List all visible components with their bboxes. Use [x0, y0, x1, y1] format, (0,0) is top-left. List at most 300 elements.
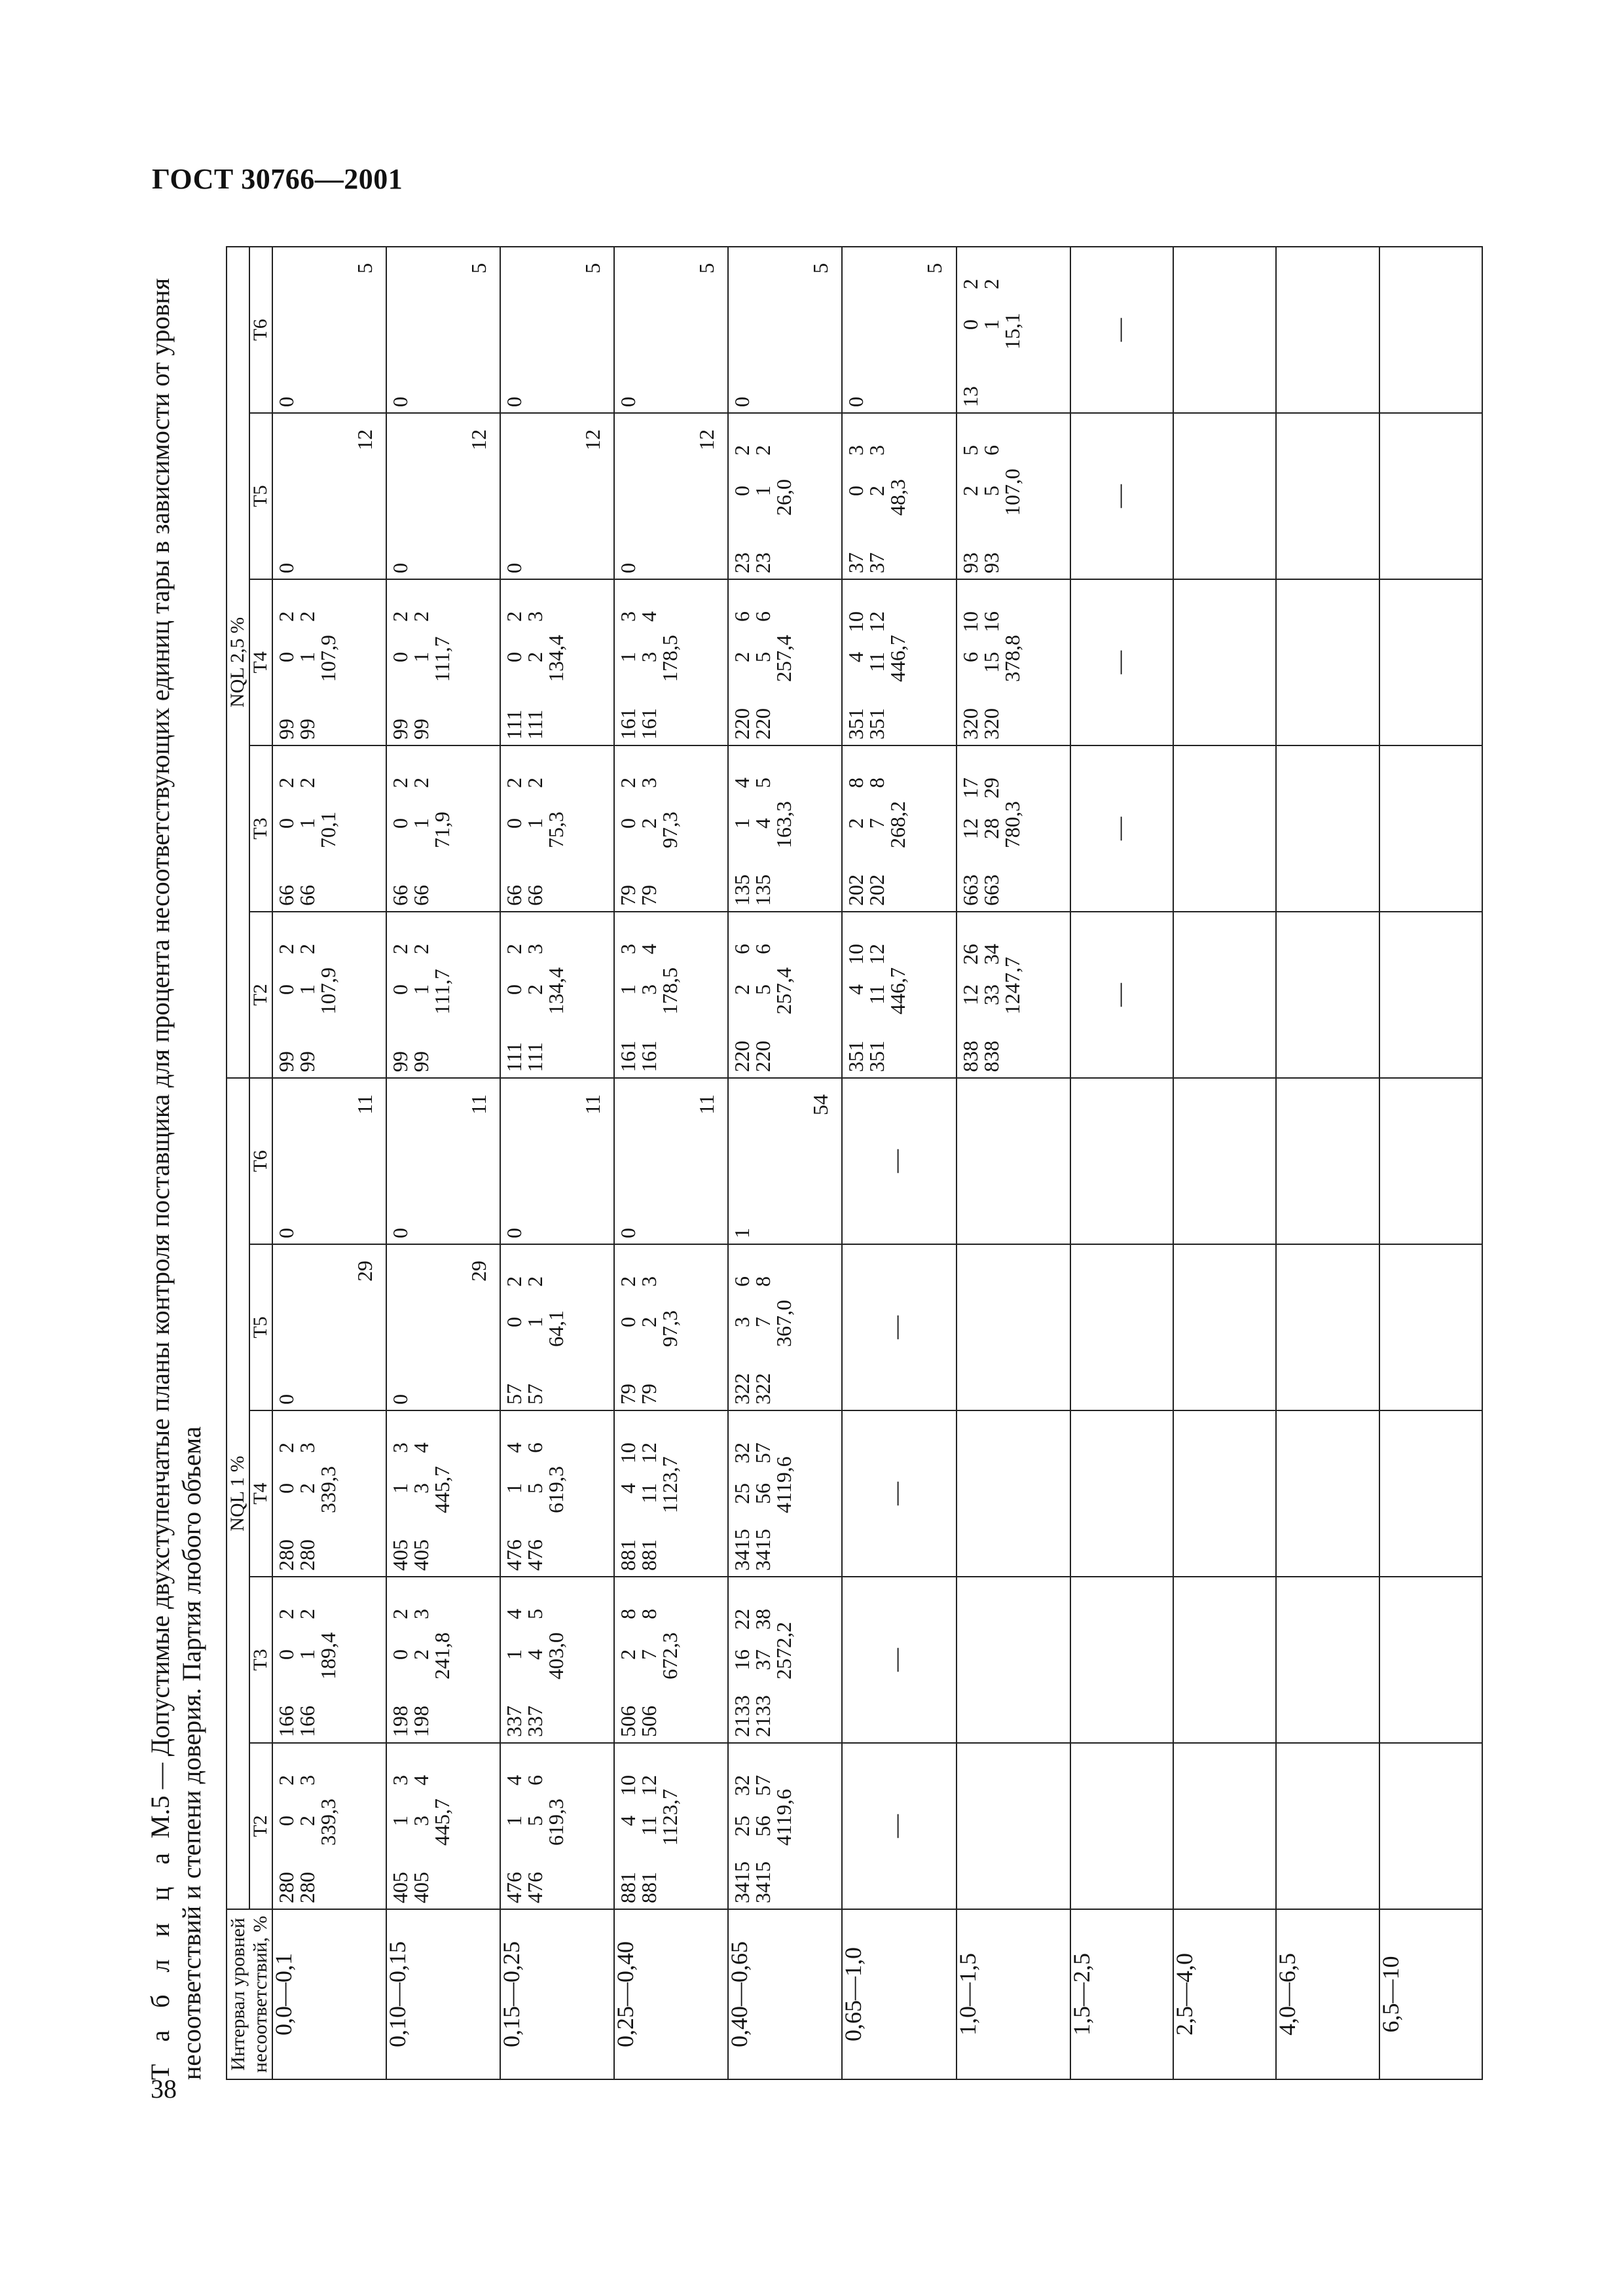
plan-cell: [1070, 745, 1173, 912]
plan-values: [503, 944, 566, 1072]
average-sample-number: 163,3: [772, 800, 796, 848]
average-sample-number: 257,4: [772, 967, 796, 1014]
plan-values: [276, 1609, 338, 1737]
acceptance-number-1: 1: [616, 651, 640, 662]
plan-cell: [842, 247, 956, 413]
sample-size-1: 57: [502, 1384, 526, 1405]
acceptance-number-2: 33: [979, 984, 1003, 1005]
plan-values: [960, 611, 1023, 740]
plan-cell: [386, 1410, 500, 1577]
acceptance-number-1: 1: [730, 817, 754, 829]
plan-cell: [1173, 413, 1276, 579]
interval-cell: 4,0—6,5: [1276, 1909, 1379, 2079]
rejection-number-1: 10: [844, 611, 868, 632]
rejection-number-1: 2: [274, 1443, 298, 1453]
plan-cell: [1070, 579, 1173, 745]
plan-cell: [500, 745, 614, 912]
rejection-number-1: 2: [502, 943, 526, 954]
average-sample-number: 107,9: [316, 634, 340, 682]
sample-size-2: [981, 360, 1002, 407]
sample-count: 12: [695, 429, 719, 450]
sample-count: 29: [353, 1261, 376, 1282]
rejection-number-2: 4: [637, 611, 661, 622]
sample-size-2: 220: [751, 1040, 775, 1072]
plan-cell: [1173, 1577, 1276, 1743]
rejection-number-1: 6: [730, 1276, 754, 1287]
plan-cell: [842, 1244, 956, 1410]
acceptance-number-1: 1: [388, 1816, 412, 1826]
sample-size-1: 2133: [730, 1695, 754, 1737]
rejection-number-1: 2: [274, 611, 298, 622]
acceptance-number-1: 0: [616, 1317, 640, 1327]
sample-size: 0: [844, 396, 868, 407]
sample-size-2: 79: [637, 884, 661, 906]
sample-count: 5: [809, 262, 833, 274]
sample-size-1: 135: [730, 874, 754, 906]
rejection-number-2: 5: [751, 777, 775, 788]
sample-size-1: 351: [844, 708, 868, 740]
interval-cell: 0,25—0,40: [614, 1909, 728, 2079]
acceptance-number-1: 0: [274, 1816, 298, 1826]
not-applicable-dash: —: [1105, 816, 1132, 840]
plan-values: [617, 1609, 680, 1737]
plan-values: [617, 944, 680, 1072]
sample-count: 12: [467, 429, 491, 450]
spacer: [545, 1856, 566, 1903]
average-sample-number: 134,4: [544, 634, 568, 682]
plan-cell: [728, 1410, 842, 1577]
not-applicable-dash: —: [1105, 650, 1132, 674]
average-sample-number: 178,5: [658, 967, 682, 1014]
sample-size-2: 881: [637, 1539, 661, 1571]
column-header: T6: [249, 1078, 272, 1244]
acceptance-number-1: 0: [502, 651, 526, 662]
plan-cell: [614, 1078, 728, 1244]
sample-size-1: 198: [388, 1706, 412, 1737]
plan-cell: [728, 1577, 842, 1743]
plan-cell: [1070, 1743, 1173, 1909]
spacer: [545, 1357, 566, 1405]
sample-size: 0: [502, 562, 526, 573]
plan-values: [731, 1443, 794, 1571]
rejection-number-2: 12: [865, 943, 889, 965]
sample-size-2: 322: [751, 1373, 775, 1405]
sample-size-2: 405: [409, 1539, 433, 1571]
plan-cell: [386, 1078, 500, 1244]
interval-header-line-2: несоответствий, %: [249, 1916, 271, 2073]
sample-count: 11: [695, 1094, 719, 1115]
spacer: [659, 1025, 680, 1072]
sample-size-2: 351: [865, 1040, 889, 1072]
table-row: [272, 247, 386, 2079]
spacer: [773, 1856, 794, 1903]
sample-size-1: 161: [616, 1040, 640, 1072]
spacer: [773, 1025, 794, 1072]
plan-cell: [272, 1244, 386, 1410]
acceptance-number-1: 4: [844, 651, 868, 662]
acceptance-number-1: 4: [616, 1483, 640, 1494]
rejection-number-1: 2: [616, 777, 640, 788]
plan-cell: [1379, 579, 1482, 745]
plan-values: [390, 1775, 452, 1903]
acceptance-number-2: 1: [409, 651, 433, 662]
plan-cell: [1276, 912, 1379, 1078]
acceptance-number-1: 2: [958, 485, 982, 496]
acceptance-number-2: 1: [295, 1649, 319, 1660]
sample-size-1: 93: [958, 552, 982, 573]
average-sample-number: 4119,6: [772, 1456, 796, 1513]
sample-size-1: 13: [958, 386, 982, 407]
sample-size: 0: [730, 396, 754, 407]
group-header-nql-2-5: NQL 2,5 %: [227, 247, 249, 1078]
plan-cell: [1070, 1078, 1173, 1244]
rejection-number-1: 32: [730, 1443, 754, 1463]
not-applicable-dash: —: [1105, 982, 1132, 1007]
acceptance-number-2: 1: [409, 984, 433, 995]
sample-count: 5: [353, 262, 376, 274]
acceptance-number-2: 28: [979, 817, 1003, 839]
plan-values: [617, 1775, 680, 1903]
sample-size: 1: [730, 1228, 754, 1238]
rejection-number-2: 2: [295, 777, 319, 788]
column-header: T6: [249, 247, 272, 413]
average-sample-number: 26,0: [772, 478, 796, 516]
plan-cell: [957, 912, 1070, 1078]
sample-size-2: 202: [865, 874, 889, 906]
sample-size-2: 476: [523, 1872, 547, 1903]
plan-cell: [1276, 1078, 1379, 1244]
rejection-number-2: 3: [295, 1775, 319, 1785]
plan-cell: [842, 1078, 956, 1244]
rejection-number-1: 2: [388, 611, 412, 622]
acceptance-number-1: 3: [730, 1317, 754, 1327]
sample-size-2: 280: [295, 1872, 319, 1903]
average-sample-number: 70,1: [316, 811, 340, 848]
plan-cell: [957, 745, 1070, 912]
column-header: T4: [249, 579, 272, 745]
sample-size-2: 57: [523, 1384, 547, 1405]
rejection-number-1: 5: [958, 444, 982, 456]
acceptance-number-2: 5: [979, 485, 1003, 496]
spacer: [773, 526, 794, 573]
interval-header: [227, 1909, 272, 2079]
rejection-number-2: 2: [295, 611, 319, 622]
sample-size-2: 838: [979, 1040, 1003, 1072]
spacer: [545, 1025, 566, 1072]
average-sample-number: 75,3: [544, 811, 568, 848]
plan-cell: [728, 1743, 842, 1909]
acceptance-number-2: 11: [637, 1816, 661, 1836]
plan-values: [731, 611, 794, 740]
sample-size-1: 322: [730, 1373, 754, 1405]
sample-size-1: 405: [388, 1539, 412, 1571]
plan-cell: [1379, 745, 1482, 912]
table-row: [1173, 247, 1276, 2079]
sample-size: 0: [502, 1228, 526, 1238]
average-sample-number: 107,0: [1000, 468, 1024, 516]
plan-cell: [728, 745, 842, 912]
plan-cell: [728, 1078, 842, 1244]
sample-size: 0: [502, 396, 526, 407]
acceptance-number-1: 4: [616, 1816, 640, 1826]
average-sample-number: 257,4: [772, 634, 796, 682]
plan-cell: [386, 579, 500, 745]
acceptance-number-2: 3: [409, 1483, 433, 1494]
sample-size-2: 23: [751, 552, 775, 573]
acceptance-number-1: 0: [388, 817, 412, 829]
acceptance-number-2: 2: [637, 817, 661, 829]
sample-size-1: 111: [502, 709, 526, 740]
acceptance-number-1: 0: [730, 485, 754, 496]
sample-size-1: 663: [958, 874, 982, 906]
rejection-number-1: 22: [730, 1609, 754, 1630]
plan-cell: [614, 413, 728, 579]
average-sample-number: 2572,2: [772, 1622, 796, 1679]
sample-size-2: 66: [523, 884, 547, 906]
plan-cell: [842, 1577, 956, 1743]
average-sample-number: 403,0: [544, 1632, 568, 1679]
plan-values: [276, 944, 338, 1072]
plan-cell: [842, 1743, 956, 1909]
average-sample-number: 111,7: [430, 969, 454, 1014]
rejection-number-1: 6: [730, 611, 754, 622]
plan-cell: [728, 1244, 842, 1410]
average-sample-number: 134,4: [544, 967, 568, 1014]
rejection-number-1: 2: [274, 943, 298, 954]
plan-values: [731, 944, 794, 1072]
sample-size: 0: [274, 396, 298, 407]
plan-cell: [842, 413, 956, 579]
plan-values: [503, 1609, 566, 1737]
rejection-number-2: 3: [523, 943, 547, 954]
average-sample-number: 71,9: [430, 811, 454, 848]
sample-size-2: 99: [295, 1050, 319, 1072]
plan-cell: [842, 912, 956, 1078]
spacer: [773, 1357, 794, 1405]
plan-cell: [957, 413, 1070, 579]
acceptance-number-2: 37: [751, 1649, 775, 1670]
plan-values: [503, 611, 566, 740]
plan-cell: [957, 1410, 1070, 1577]
column-header: T2: [249, 912, 272, 1078]
plan-values: [390, 611, 452, 740]
rejection-number-2: 8: [751, 1276, 775, 1287]
plan-values: [276, 778, 338, 906]
spacer: [659, 692, 680, 740]
plan-cell: [1070, 413, 1173, 579]
rejection-number-2: 34: [979, 943, 1003, 965]
spacer: [1002, 526, 1023, 573]
plan-cell: [1070, 1410, 1173, 1577]
average-sample-number: 378,8: [1000, 634, 1024, 682]
acceptance-number-1: 2: [730, 984, 754, 995]
average-sample-number: 780,3: [1000, 800, 1024, 848]
acceptance-number-1: 16: [730, 1649, 754, 1670]
plan-cell: [614, 579, 728, 745]
acceptance-number-2: 5: [523, 1483, 547, 1494]
spacer: [659, 1357, 680, 1405]
average-sample-number: 189,4: [316, 1632, 340, 1679]
subheader-row: [249, 247, 272, 2079]
acceptance-number-2: 1: [751, 485, 775, 496]
sample-size: 0: [388, 396, 412, 407]
plan-cell: [1276, 1743, 1379, 1909]
interval-cell: 2,5—4,0: [1173, 1909, 1276, 2079]
plan-cell: [386, 247, 500, 413]
average-sample-number: 339,3: [316, 1799, 340, 1846]
sample-size-1: 838: [958, 1040, 982, 1072]
plan-values: [845, 778, 908, 906]
plan-values: [845, 611, 908, 740]
interval-header-line-1: Интервал уровней: [227, 1918, 249, 2071]
sample-size: 0: [274, 1228, 298, 1238]
table-row: [957, 247, 1070, 2079]
sample-size-2: 99: [295, 718, 319, 740]
sample-size-2: 663: [979, 874, 1003, 906]
sample-size-1: 166: [274, 1706, 298, 1737]
spacer: [318, 1025, 338, 1072]
sample-count: 11: [353, 1094, 376, 1115]
sample-size-1: 23: [730, 552, 754, 573]
sample-size-2: 2133: [751, 1695, 775, 1737]
rejection-number-1: 2: [388, 943, 412, 954]
average-sample-number: 4119,6: [772, 1789, 796, 1846]
table-row: [1276, 247, 1379, 2079]
acceptance-number-1: 0: [274, 1649, 298, 1660]
spacer: [431, 692, 452, 740]
not-applicable-dash: —: [1105, 484, 1132, 508]
sample-size: 0: [388, 1228, 412, 1238]
plan-values: [731, 1609, 794, 1737]
sample-size-1: 202: [844, 874, 868, 906]
rejection-number-1: 3: [388, 1775, 412, 1785]
plan-values: [390, 778, 452, 906]
sample-size-1: 351: [844, 1040, 868, 1072]
acceptance-number-2: 5: [751, 984, 775, 995]
plan-cell: [1070, 1577, 1173, 1743]
sample-size-1: 320: [958, 708, 982, 740]
plan-cell: [1379, 1078, 1482, 1244]
rejection-number-2: 6: [751, 611, 775, 622]
plan-cell: [272, 912, 386, 1078]
rejection-number-2: 4: [637, 943, 661, 954]
sample-count: 5: [922, 262, 947, 274]
plan-cell: [728, 413, 842, 579]
acceptance-number-2: 2: [409, 1649, 433, 1660]
spacer: [431, 859, 452, 906]
spacer: [545, 859, 566, 906]
rejection-number-2: 2: [409, 943, 433, 954]
rejection-number-2: 29: [979, 777, 1003, 798]
acceptance-number-2: 2: [523, 651, 547, 662]
spacer: [887, 692, 908, 740]
average-sample-number: 445,7: [430, 1466, 454, 1513]
plan-cell: [500, 912, 614, 1078]
acceptance-number-2: 3: [637, 984, 661, 995]
plan-cell: [614, 1410, 728, 1577]
acceptance-number-1: 0: [388, 651, 412, 662]
table-row: [1070, 247, 1173, 2079]
rejection-number-1: 10: [616, 1775, 640, 1796]
rejection-number-1: 2: [274, 1609, 298, 1619]
sample-size-2: 3415: [751, 1529, 775, 1571]
plan-values: [960, 778, 1023, 906]
plan-cell: [957, 1743, 1070, 1909]
rejection-number-2: 12: [637, 1775, 661, 1796]
plan-values: [731, 1775, 794, 1903]
rejection-number-1: 10: [844, 943, 868, 965]
plan-cell: [1173, 745, 1276, 912]
rejection-number-2: 3: [409, 1609, 433, 1619]
average-sample-number: 107,9: [316, 967, 340, 1014]
plan-cell: [500, 1743, 614, 1909]
plan-cell: [272, 247, 386, 413]
plan-cell: [1173, 1244, 1276, 1410]
sample-size-2: 99: [409, 718, 433, 740]
spacer: [1002, 1025, 1023, 1072]
plan-cell: [1379, 247, 1482, 413]
rejection-number-1: 4: [730, 777, 754, 788]
acceptance-number-1: 1: [502, 1483, 526, 1494]
sample-size: 0: [616, 1228, 640, 1238]
plan-cell: [1070, 1244, 1173, 1410]
plan-values: [390, 944, 452, 1072]
acceptance-number-2: 2: [295, 1816, 319, 1826]
acceptance-number-1: 6: [958, 651, 982, 662]
rejection-number-1: 2: [502, 777, 526, 788]
rejection-number-1: 8: [844, 777, 868, 788]
plan-cell: [272, 1577, 386, 1743]
plan-values: [960, 944, 1023, 1072]
acceptance-number-2: 11: [865, 984, 889, 1005]
rejection-number-2: 2: [523, 777, 547, 788]
sample-size-2: 220: [751, 708, 775, 740]
sample-size-2: 506: [637, 1706, 661, 1737]
sample-size-1: 337: [502, 1706, 526, 1737]
plan-values: [731, 1276, 794, 1405]
plan-cell: [1276, 247, 1379, 413]
acceptance-number-1: 1: [502, 1816, 526, 1826]
acceptance-number-2: 1: [979, 319, 1003, 330]
plan-cell: [1379, 912, 1482, 1078]
rejection-number-1: 26: [958, 943, 982, 965]
plan-cell: [957, 1078, 1070, 1244]
sample-size-2: 93: [979, 552, 1003, 573]
rejection-number-2: 2: [979, 278, 1003, 289]
acceptance-number-2: 1: [523, 817, 547, 829]
plan-cell: [1276, 579, 1379, 745]
plan-cell: [1276, 1410, 1379, 1577]
acceptance-number-1: 4: [844, 984, 868, 995]
plan-values: [503, 1443, 566, 1571]
plan-values: [276, 611, 338, 740]
sample-size-2: 111: [523, 709, 547, 740]
rejection-number-1: 4: [502, 1775, 526, 1785]
sample-count: 11: [467, 1094, 491, 1115]
plan-cell: [842, 1410, 956, 1577]
sample-size-1: 881: [616, 1872, 640, 1903]
plan-cell: [614, 912, 728, 1078]
acceptance-number-1: 2: [844, 817, 868, 829]
spacer: [431, 1524, 452, 1571]
sample-size-2: 111: [523, 1042, 547, 1072]
sample-size-1: 3415: [730, 1529, 754, 1571]
plan-values: [617, 611, 680, 740]
plan-cell: [500, 1577, 614, 1743]
rejection-number-2: 2: [295, 943, 319, 954]
rejection-number-1: 32: [730, 1775, 754, 1796]
acceptance-number-1: 0: [274, 817, 298, 829]
